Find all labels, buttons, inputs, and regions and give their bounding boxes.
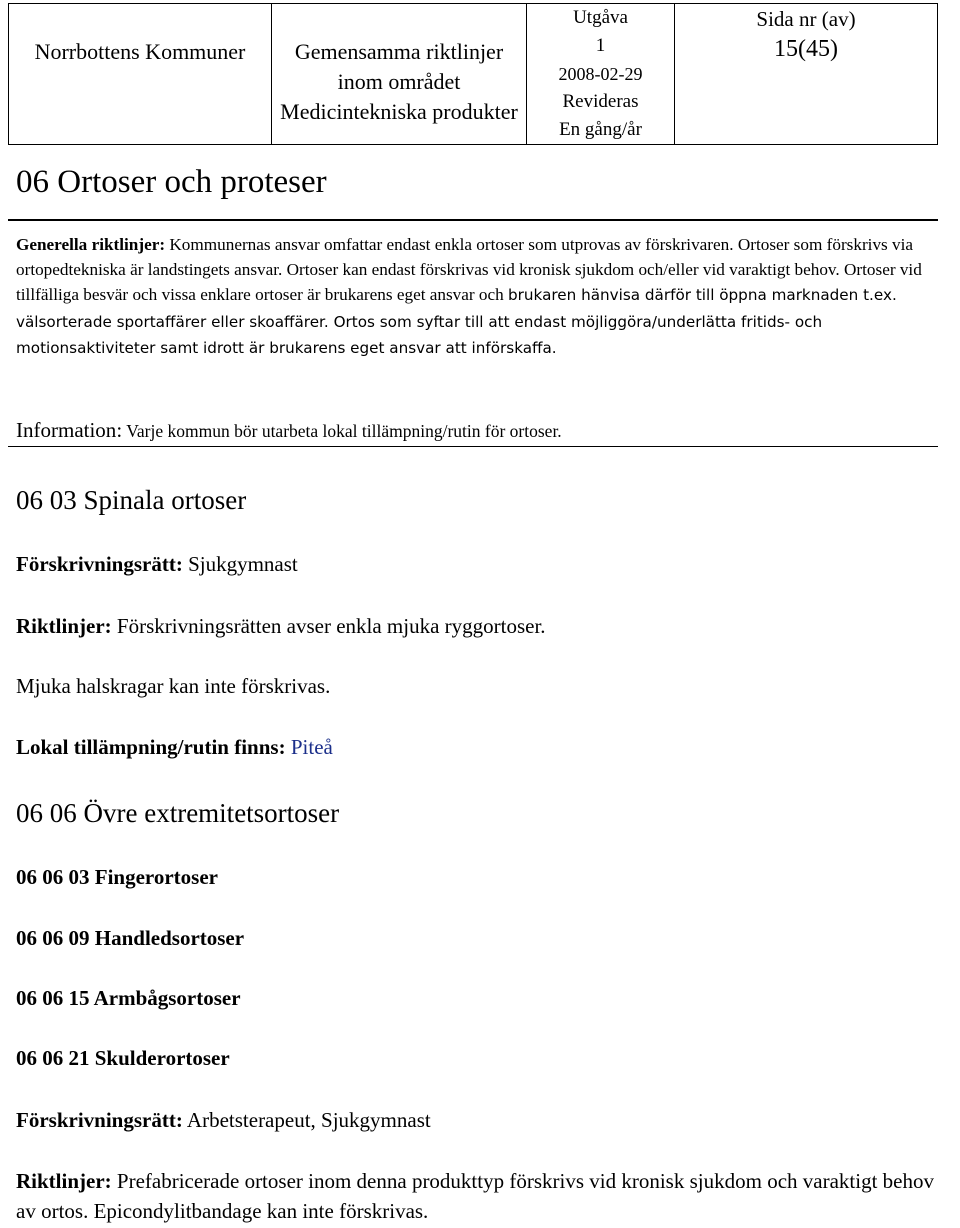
page-label: Sida nr (av) — [756, 7, 856, 31]
general-guidelines: Generella riktlinjer: Kommunernas ansvar omfattar endast enkla ortoser som utprovas av förskrivaren. Ortoser som förskrivs via ortopedtekniska är landstingets ansvar. Ortoser kan endast förskrivas vid kronisk sjukdom och/eller vid varaktigt behov. Ortoser vid tillfälliga besvär och vissa enklare ortoser är brukarens eget ansvar och brukaren hänvisa därför till öppna marknaden t.ex. välsorterade sportaffärer eller skoaffärer. Ortos som syftar till att endast möjliggöra/underlätta fritids- och motionsaktiviteter samt idrott är brukarens eget ansvar att införskaffa. — [16, 235, 922, 357]
subsection-elbow-orthoses: 06 06 15 Armbågsortoser — [16, 986, 241, 1010]
guidelines-label: Riktlinjer — [16, 1169, 105, 1193]
guidelines-label: Riktlinjer — [16, 614, 105, 638]
prescription-right-spinal: Förskrivningsrätt: Sjukgymnast — [16, 552, 298, 576]
information-text: Varje kommun bör utarbeta lokal tillämpning/rutin för ortoser. — [126, 421, 562, 441]
document-header — [8, 3, 938, 145]
page-number: 15(45) — [774, 36, 838, 62]
local-routine-link-pitea[interactable]: Piteå — [290, 735, 333, 759]
header-organization: Norrbottens Kommuner — [9, 4, 272, 145]
information-note: Information: Varje kommun bör utarbeta lokal tillämpning/rutin för ortoser. — [16, 418, 562, 442]
header-title-line2: inom området — [337, 69, 461, 94]
note-soft-collars: Mjuka halskragar kan inte förskrivas. — [16, 674, 331, 698]
prescription-value: Arbetsterapeut, Sjukgymnast — [186, 1108, 431, 1132]
local-routine-spinal: Lokal tillämpning/rutin finns: Piteå — [16, 735, 333, 759]
header-page — [675, 4, 938, 145]
subsection-wrist-orthoses: 06 06 09 Handledsortoser — [16, 926, 245, 950]
header-title-line3: Medicintekniska produkter — [280, 99, 518, 124]
local-routine-label: Lokal tillämpning/rutin finns — [16, 735, 279, 759]
edition-date: 2008-02-29 — [558, 64, 643, 84]
revision-value: En gång/år — [559, 119, 642, 140]
information-label: Information — [16, 418, 117, 442]
guidelines-value: Prefabricerade ortoser inom denna produkttyp förskrivs vid kronisk sjukdom och varaktigt behov av ortos. Epicondylitbandage kan inte förskrivas. — [16, 1169, 934, 1223]
prescription-right-upper: Förskrivningsrätt: Arbetsterapeut, Sjukgymnast — [16, 1108, 431, 1132]
general-guidelines-text-part1: Kommunernas ansvar omfattar endast enkla ortoser som utprovas av förskrivaren. Ortoser som förskrivs via ortopedtekniska är landstingets ansvar. Ortoser kan endast förskrivas vid kronisk sjukdom och/eller vid varaktigt behov. Ortoser vid tillfälliga besvär och vissa enklare ortoser är brukarens eget ansvar och — [16, 235, 922, 305]
section-heading-spinal: 06 03 Spinala ortoser — [16, 485, 247, 515]
heading-divider — [8, 219, 938, 221]
general-guidelines-label: Generella riktlinjer — [16, 235, 160, 254]
subsection-shoulder-orthoses: 06 06 21 Skulderortoser — [16, 1046, 230, 1070]
section-heading-upper-extremity: 06 06 Övre extremitetsortoser — [16, 798, 340, 828]
header-title-line1: Gemensamma riktlinjer — [294, 39, 504, 64]
header-title — [272, 4, 527, 145]
guidelines-upper: Riktlinjer: Prefabricerade ortoser inom denna produkttyp förskrivs vid kronisk sjukdom och varaktigt behov av ortos. Epicondylitbandage kan inte förskrivas. — [16, 1169, 934, 1223]
revision-label: Revideras — [562, 91, 639, 112]
subsection-finger-orthoses: 06 06 03 Fingerortoser — [16, 865, 218, 889]
page-title: 06 Ortoser och proteser — [16, 164, 327, 200]
prescription-label: Förskrivningsrätt — [16, 552, 176, 576]
prescription-value: Sjukgymnast — [188, 552, 298, 576]
edition-label: Utgåva — [573, 7, 628, 28]
general-guidelines-text-part2: brukaren hänvisa därför till öppna marknaden t.ex. välsorterade sportaffärer eller skoaffärer. Ortos som syftar till att endast möjliggöra/underlätta fritids- och motionsaktiviteter samt idrott är brukarens eget ansvar att införskaffa. — [16, 286, 897, 357]
prescription-label: Förskrivningsrätt — [16, 1108, 176, 1132]
information-divider — [8, 446, 938, 447]
guidelines-value: Förskrivningsrätten avser enkla mjuka ryggortoser. — [116, 614, 546, 638]
header-revision — [527, 4, 675, 145]
edition-value: 1 — [595, 35, 606, 56]
guidelines-spinal: Riktlinjer: Förskrivningsrätten avser enkla mjuka ryggortoser. — [16, 614, 546, 638]
